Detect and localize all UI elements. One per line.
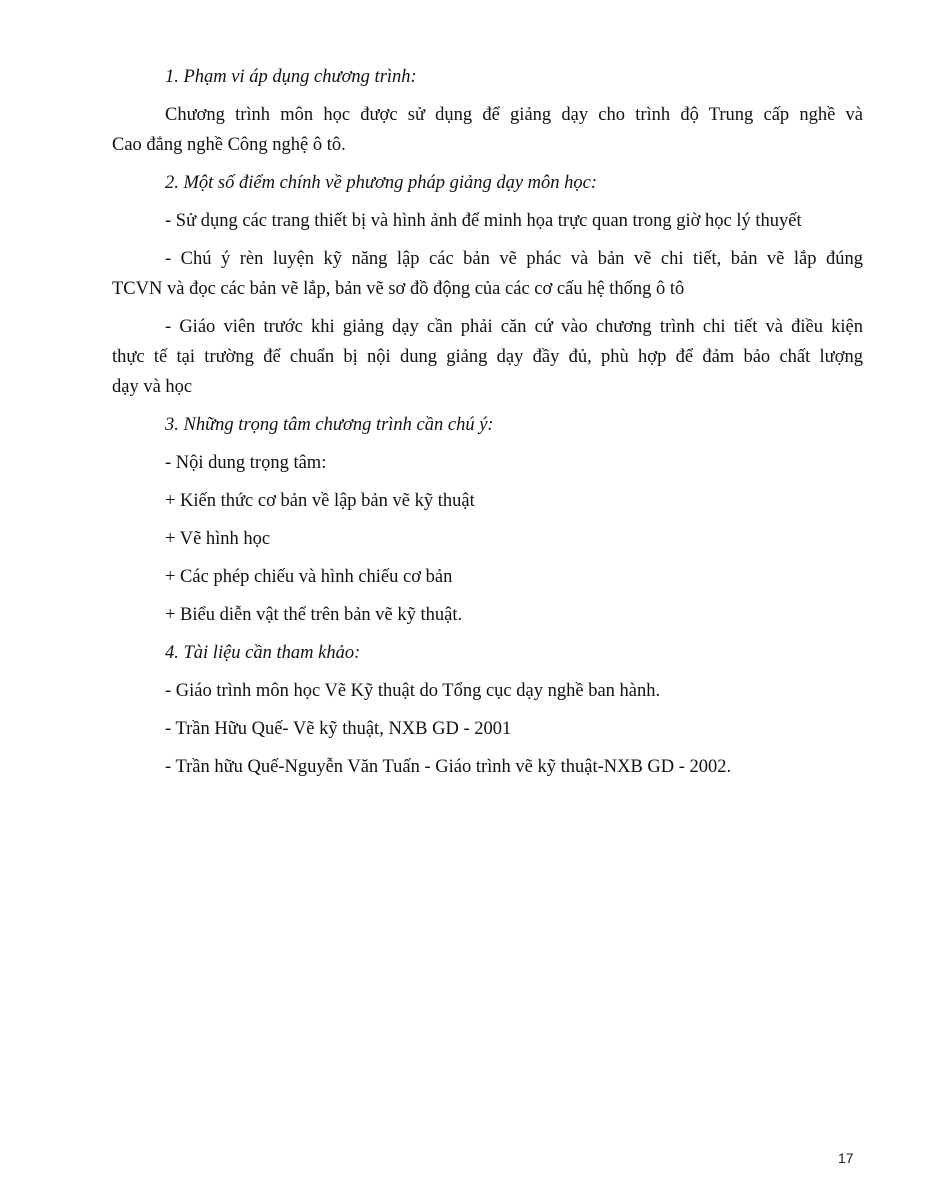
document-page [112, 62, 863, 790]
paragraph-line: - Giáo viên trước khi giảng dạy cần phải căn cứ vào chương trình chi tiết và điều kiện [165, 317, 863, 337]
list-item: + Biểu diễn vật thể trên bản vẽ kỹ thuật. [165, 605, 463, 625]
paragraph-line: - Chú ý rèn luyện kỹ năng lập các bản vẽ phác và bản vẽ chi tiết, bản vẽ lắp đúng [165, 249, 863, 269]
list-item: + Kiến thức cơ bản về lập bản vẽ kỹ thuật [165, 491, 475, 511]
paragraph-line: thực tế tại trường để chuẩn bị nội dung giảng dạy đầy đủ, phù hợp để đảm bảo chất lượng [112, 347, 863, 367]
reference-item: - Giáo trình môn học Vẽ Kỹ thuật do Tổng cục dạy nghề ban hành. [165, 681, 661, 701]
paragraph-line: dạy và học [112, 377, 193, 397]
page-number: 17 [838, 1150, 854, 1166]
paragraph-line: TCVN và đọc các bản vẽ lắp, bản vẽ sơ đồ động của các cơ cấu hệ thống ô tô [112, 279, 685, 299]
paragraph-line: Cao đẳng nghề Công nghệ ô tô. [112, 135, 346, 155]
bullet-item: - Sử dụng các trang thiết bị và hình ảnh để minh họa trực quan trong giờ học lý thuyết [165, 211, 802, 231]
bullet-item [112, 244, 863, 304]
paragraph-line: Chương trình môn học được sử dụng để giảng dạy cho trình độ Trung cấp nghề và [165, 105, 863, 125]
list-item: + Vẽ hình học [165, 529, 271, 549]
reference-item: - Trần Hữu Quế- Vẽ kỹ thuật, NXB GD - 2001 [165, 719, 512, 739]
bullet-item [112, 312, 863, 402]
reference-item: - Trần hữu Quế-Nguyễn Văn Tuấn - Giáo trình vẽ kỹ thuật-NXB GD - 2002. [165, 757, 732, 777]
section-3-heading: 3. Những trọng tâm chương trình cần chú ý: [165, 415, 494, 435]
list-item: + Các phép chiếu và hình chiếu cơ bản [165, 567, 453, 587]
section-1-paragraph [112, 100, 863, 160]
section-2-heading: 2. Một số điểm chính về phương pháp giảng dạy môn học: [165, 173, 598, 193]
section-4-heading: 4. Tài liệu cần tham khảo: [165, 643, 361, 663]
section-1-heading: 1. Phạm vi áp dụng chương trình: [165, 67, 417, 87]
list-item: - Nội dung trọng tâm: [165, 453, 327, 473]
